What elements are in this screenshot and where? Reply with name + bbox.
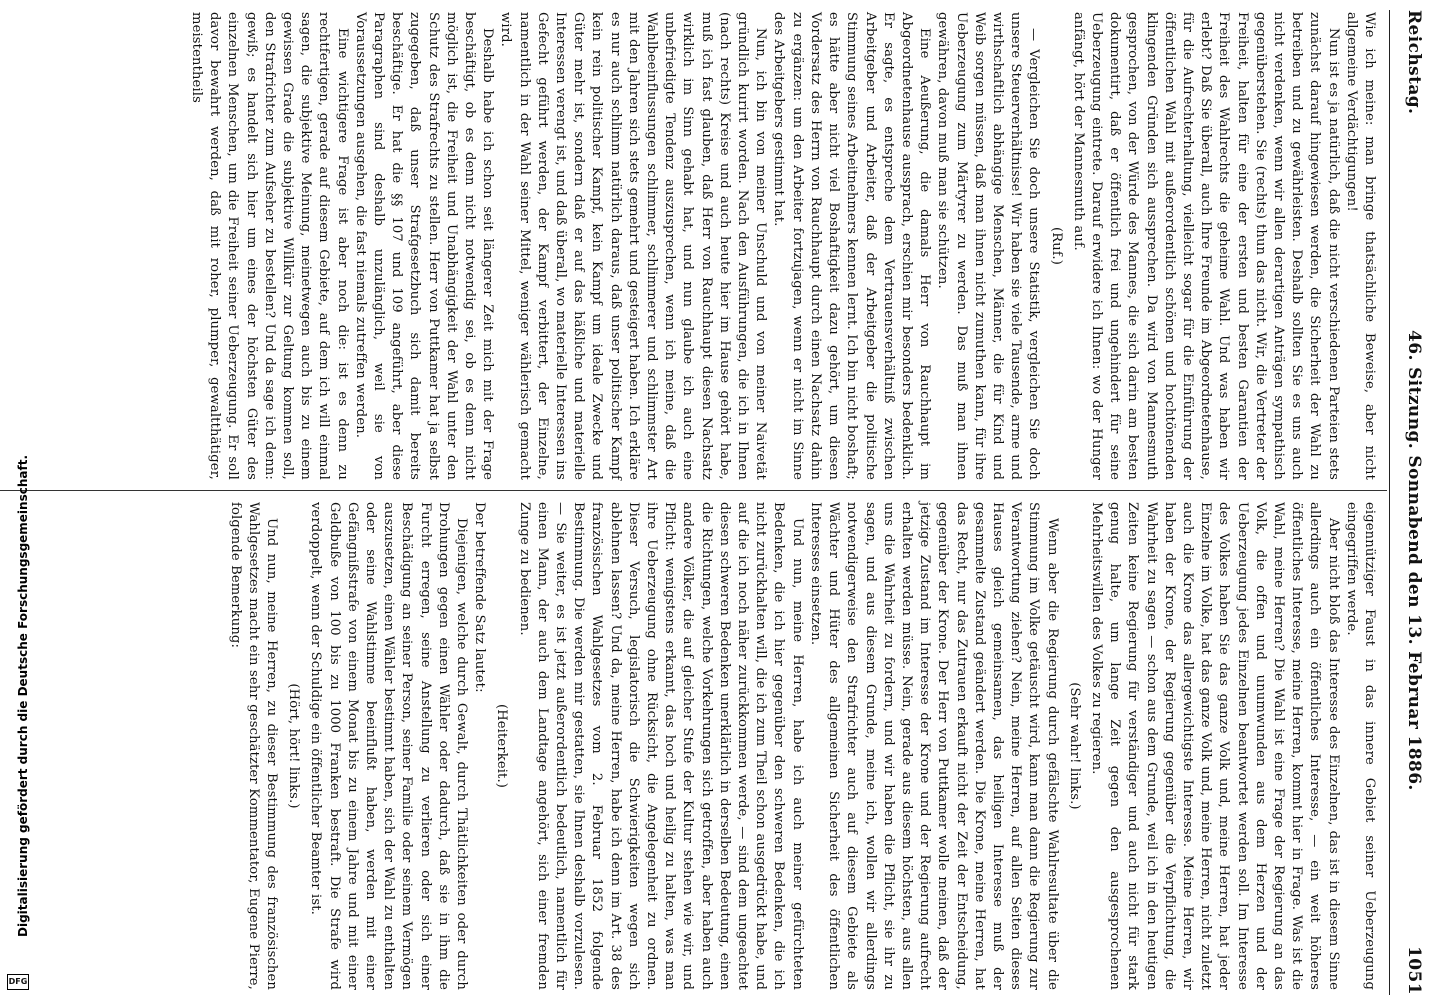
dfg-logo: DFG	[7, 974, 29, 990]
paragraph: Wie ich meine: man bringe thatsächliche Beweise, aber nicht allgemeine Verdächtigungen!	[1343, 12, 1377, 480]
interjection: (Ruf.)	[1048, 227, 1064, 265]
digitization-sidebar	[6, 12, 28, 992]
paragraph: Und nun, meine Herren, habe ich auch meiner gefürchteten Bedenken, die ich hier gegenüber den schweren Bedenken, die ich nicht zurückhalten will, die ich zum Theil schon ausgedrückt habe, und auf die ich noch näher zurückkommen werde, — sind dem ungeachtet diesen schweren Bedenken unerklärlich in derselben Bedeutung, einen die Richtungen, welche Vorkehrungen sich getroffen, aber haben auch andere Völker, die auf gleicher Stufe der Kultur stehen wie wir, und Pflicht: wenigstens erkannt, das hoch und heilig zu halten, was man ihre Ueberzeugung ohne Rücksicht, die Angelegenheit zu ordnen. Dieser Versuch, legislatorisch die Schwierigkeiten wegen sich ablehnen lassen? Und da, meine Herren, habe ich denn im Art. 38 des französischen Wahlgesetzes vom 2. Februar 1852 folgende Bestimmung. Die werden mir gestatten, sie Ihnen deshalb vorzulesen. — Sie weiter, es ist jetzt außerordentlich bedeutlich, namentlich für einen Mann, der auch dem Landtage angehört, sich einer fremden Zunge zu bedienen.	[516, 502, 805, 990]
page-number: 1051	[1404, 946, 1424, 995]
paragraph: Und nun, meine Herren, zu dieser Bestimmung des französischen Wahlgesetzes macht ein sehr geschätzter Kommentator, Eugene Pierre, folgende Bemerkung:	[227, 502, 280, 990]
paragraph: Nun, ich bin von meiner Unschuld und von meiner Naivetät gründlich kurirt worden. Nach den Ausführungen, die ich in Ihnen (nach rechts) Kreise und auch heute hier im Hause gehört habe, muß ich fast glauben, daß Herr von Rauchhaupt diesen Nachsatz wirklich im Sinn gehabt hat, und nun glaube ich auch eine unbefriedigte Tendenz auszusprechen, wenn ich meine, daß die Wahlbeeinflussungen schlimmer, schlimmerer und schlimmster Art mit den Jahren sich stets gemehrt und gesteigert haben. Ich erkläre es nur auch schlimm natürlich daraus, daß unser politischer Kampf kein rein politischer Kampf, kein Kampf um ideale Zwecke und Güter mehr ist, sondern daß er auf das häßliche und materielle Interessen verengt ist, und daß überall, wo materielle Interessen ins Gefecht geführt werden, der Kampf verbittert, der Einzelne, namentlich in der Wahl seiner Mittel, weniger wählerisch gemacht wird.	[498, 12, 769, 480]
paragraph: eigennütziger Faust in das innere Gebiet seiner Ueberzeugung eingegriffen werde.	[1343, 502, 1377, 990]
paragraph: Nun ist es ja natürlich, daß die nicht verschiedenen Parteien stets zunächst darauf hingewiesen werden, die Sicherheit der Wahl zu betreiben und zu gewährleisten. Deshalb sollten Sie es uns auch nicht verdenken, wenn wir allen derartigen Anträgen sympathisch gegenüberstehen. Sie (rechts) thun das nicht. Wir, die Vertreter der Freiheit, halten für eine der ersten und besten Garantien der Freiheit des Wahlrechts die geheime Wahl. Und was haben wir erlebt? Daß Sie überall, auch Ihre Freunde im Abgeordnetenhause, für die Aufrechterhaltung, vielleicht sogar für die Einführung der öffentlichen Wahl mit außerordentlich schönen und hochtönenden klingenden Gründen sich aussprechen. Da wird von Mannesmuth gesprochen, von der Würde des Mannes, die sich darin am besten dokumentirt, daß er öffentlich frei und ungehindert für seine Ueberzeugung eintrete. Darauf erwidere ich Ihnen: wo der Hunger anfängt, hört der Mannesmuth auf.	[1070, 12, 1341, 480]
quoted-statute: Diejenigen, welche durch Gewalt, durch Thätlichkeiten oder durch Drohungen gegen einen Wähler oder dadurch, daß sie in ihm die Furcht erregen, seine Anstellung zu verlieren oder sich einer Beschädigung an seiner Person, seiner Familie oder seinem Vermögen auszusetzen, einen Wähler bestimmt haben, sich der Wahl zu enthalten oder seine Wahlstimme beeinflußt haben, werden mit einer Gefängnißstrafe von einem Monat bis zu einem Jahre und mit einer Geldbuße von 100 bis zu 1000 Franken bestraft. Die Strafe wird verdoppelt, wenn der Schuldige ein öffentlicher Beamter ist.	[308, 502, 470, 990]
paragraph: Eine wichtigere Frage ist aber noch die: ist es denn zu rechtfertigen, gerade auf diesem Gebiete, auf dem ich will einmal sagen, die subjektive Meinung, meinetwegen auch bis zu einem gewissen Grade die subjektive Willkür zur Geltung kommen soll, den Strafrichter zum Aufseher zu bestellen? Und da sage ich denn: gewiß; es handelt sich hier um eines der höchsten Güter des einzelnen Menschen, um die Freiheit seiner Ueberzeugung. Er soll davor bewahrt werden, daß mit roher, plumper, gewaltthätiger, meistentheils	[189, 12, 350, 480]
left-column	[187, 12, 1378, 480]
paragraph: — Vergleichen Sie doch unsere Statistik, vergleichen Sie doch unsere Steuerverhältnisse! Wir haben sie viele Tausende, arme und wirthschaftlich abhängige Menschen, Männer, die für Kind und Weib sorgen müssen, daß man ihnen nicht zumuthen kann, für ihre Ueberzeugung zum Märtyrer zu werden. Das muß man ihnen gewähren, davon muß man sie schützen.	[935, 12, 1042, 480]
paragraph: Wenn aber die Regierung durch gefälschte Wahlresultate über die Stimmung im Volke getäuscht wird, kann man dann die Regierung zur Verantwortung ziehen? Nein, meine Herren, auf allen Seiten dieses Hauses gleich gemeinsamen, das heiligen Interesse muß der gesammelte Zustand geändert werden. Die Krone, meine Herren, hat das Recht, nur das Zutrauen erkauft nicht der Zeit der Entscheidung, gegenüber der Krone. Der Herr von Puttkamer wolle meinen, daß der jetzige Zustand im Interesse der Krone und der Regierung aufrecht erhalten werden müsse. Nein, gerade aus diesem höchsten, aus allen uns die Wahrheit zu fordern, und wir haben die Pflicht, sie ihr zu sagen, und aus diesem Grunde, meine ich, wollen wir allerdings notwendigerweise den Strafrichter auch auf diesem Gebiete als Wächter und Hüter des allgemeinen Sicherheit des öffentlichen Interesses einsetzen.	[807, 502, 1060, 990]
paragraph: Aber nicht bloß das Interesse des Einzelnen, das ist in diesem Sinne allerdings auch ein öffentliches Interesse, — ein weit höheres öffentliches Interesse, meine Herren, kommt hier in Frage. Was ist die Wahl, meine Herren? Die Wahl ist eine Frage der Regierung an das Volk, die offen und unumwunden aus dem Herzen und der Ueberzeugung jedes Einzelnen beantwortet werden soll. Im Interesse des Volkes haben Sie das ganze Volk und, meine Herren, hat jeder Einzelne im Volke, hat das ganze Volk und, meine Herren, nicht zuletzt auch die Krone das allergewichtigste Interesse. Meine Herren, wir haben der Krone, der Regierung gegenüber die Verpflichtung, die Wahrheit zu sagen — schon aus dem Grunde, weil ich in den heutigen Zeiten keine Regierung für verständiger und auch nicht für stark genug halte, um lange Zeit gegen den ausgesprochenen Mehrheitswillen des Volkes zu regieren.	[1088, 502, 1341, 990]
header-session: 46. Sitzung. Sonnabend den 13. Februar 1886.	[1404, 330, 1424, 791]
interjection: (Heiterkeit.)	[494, 703, 510, 789]
column-divider	[0, 490, 1387, 491]
right-column	[225, 502, 1378, 990]
funding-note: Digitalisierung gefördert durch die Deutsche Forschungsgemeinschaft.	[16, 454, 30, 937]
interjection: (Hört, hört! links.)	[286, 683, 302, 809]
page-header	[1392, 10, 1432, 995]
interjection: (Sehr wahr! links.)	[1066, 682, 1082, 810]
paragraph: Eine Aeußerung, die damals Herr von Rauchhaupt im Abgeordnetenhause aussprach, erschien mir besonders bedenklich. Er sagte, es entspreche dem Vertrauensverhältniß zwischen Arbeitgeber und Arbeiter, daß der Arbeitgeber die politische Stimmung seines Arbeitnehmers kennen lernt. Ich bin nicht boshaft; es hätte aber nicht viel Boshaftigkeit dazu gehört, um diesen Vordersatz des Herrn von Rauchhaupt durch einen Nachsatz dahin zu ergänzen: um den Arbeiter fortzujagen, wenn er nicht im Sinne des Arbeitgebers gestimmt hat.	[771, 12, 933, 480]
header-rule	[1389, 10, 1390, 995]
paragraph: Der betreffende Satz lautet:	[472, 502, 488, 693]
header-title: Reichstag.	[1404, 10, 1424, 115]
paragraph: Deshalb habe ich schon seit längerer Zeit mich mit der Frage beschäftigt, ob es denn nicht notwendig sei, ob es denn nicht möglich ist, die Freiheit und Unabhängigkeit der Wahl unter den Schutz des Strafrechts zu stellen. Herr von Puttkamer hat ja selbst zugegeben, daß unser Strafgesetzbuch sich damit bereits beschäftige. Er hat die §§ 107 und 109 angeführt, aber diese Paragraphen sind deshalb unzulänglich, weil sie von Voraussetzungen ausgehen, die fast niemals zutreffen werden.	[352, 12, 496, 480]
